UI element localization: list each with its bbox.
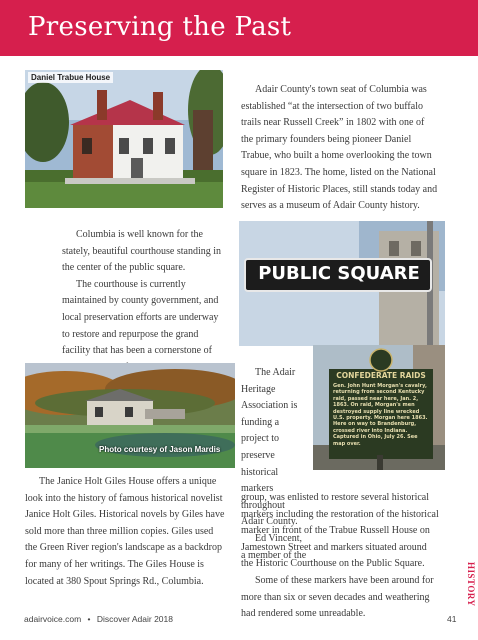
section-label: HISTORY (466, 562, 476, 607)
footer-issue: Discover Adair 2018 (96, 614, 173, 624)
trabue-house-illustration (25, 70, 223, 208)
title-banner (0, 0, 478, 56)
page-title: Preserving the Past (28, 12, 292, 42)
trabue-photo-caption: Daniel Trabue House (28, 72, 113, 83)
giles-house-photo (25, 363, 235, 468)
heritage-text-wide: group, was enlisted to restore several historical markers including the restoration of the historical marker in front of the Trabue Russell House on Jamestown Street and markers situated around the Historic Courthouse on the Public Square. Some of these markers have been around for more than six or seven decades and weathering had rendered some unreadable. (241, 492, 439, 620)
historical-marker-photo (313, 345, 445, 470)
courthouse-text: Columbia is well known for the stately, beautiful courthouse standing in the center of the public square. The courthouse is currently maintained by county government, and local preservation efforts are underway to restore and repurpose the grand facility that has been a cornerstone of (62, 229, 222, 357)
intro-paragraph: Adair County's town seat of Columbia was established “at the intersection of two buffalo trails near Russell Creek” in 1802 with one of the primary founders being pioneer Daniel Trabue, who built a home overlooking the town square in 1823. The home, listed on the National Register of Historic Places, still stands today and serves as a museum of Adair County history. (241, 84, 438, 212)
giles-text: The Janice Holt Giles House offers a unique look into the history of famous historical novelist Janice Holt Giles. Historical novels by Giles have sold more than three million copies. Giles used the Green River region's landscape as a backdrop for many of her writings. The Giles House is located at 380 Spout Springs Rd., Columbia. (25, 476, 225, 587)
giles-photo-caption: Photo courtesy of Jason Mardis (99, 445, 221, 454)
public-square-sign-photo (239, 221, 445, 346)
marker-body: Gen. John Hunt Morgan's cavalry, returning from second Kentucky raid, passed near here, Jan. 2, 1863. On raid, Morgan's men destroyed supply line wrecked U.S. property. Morgan here 1863. Here on way to Brandenburg, crossed river into Indiana. Captured in Ohio, July 26. See map over. (333, 383, 428, 447)
page-number: 41 (447, 614, 457, 624)
footer-site: adairvoice.com (24, 614, 82, 624)
footer-separator: • (87, 614, 91, 624)
trabue-house-photo (25, 70, 223, 208)
sign-text: PUBLIC SQUARE (258, 263, 420, 284)
marker-heading: CONFEDERATE RAIDS (336, 371, 426, 380)
heritage-text-column: The Adair Heritage Association is funding a project to preserve historical markers throughout Adair County. Ed Vincent, a member of the (241, 367, 307, 561)
footer-credit (24, 614, 173, 624)
